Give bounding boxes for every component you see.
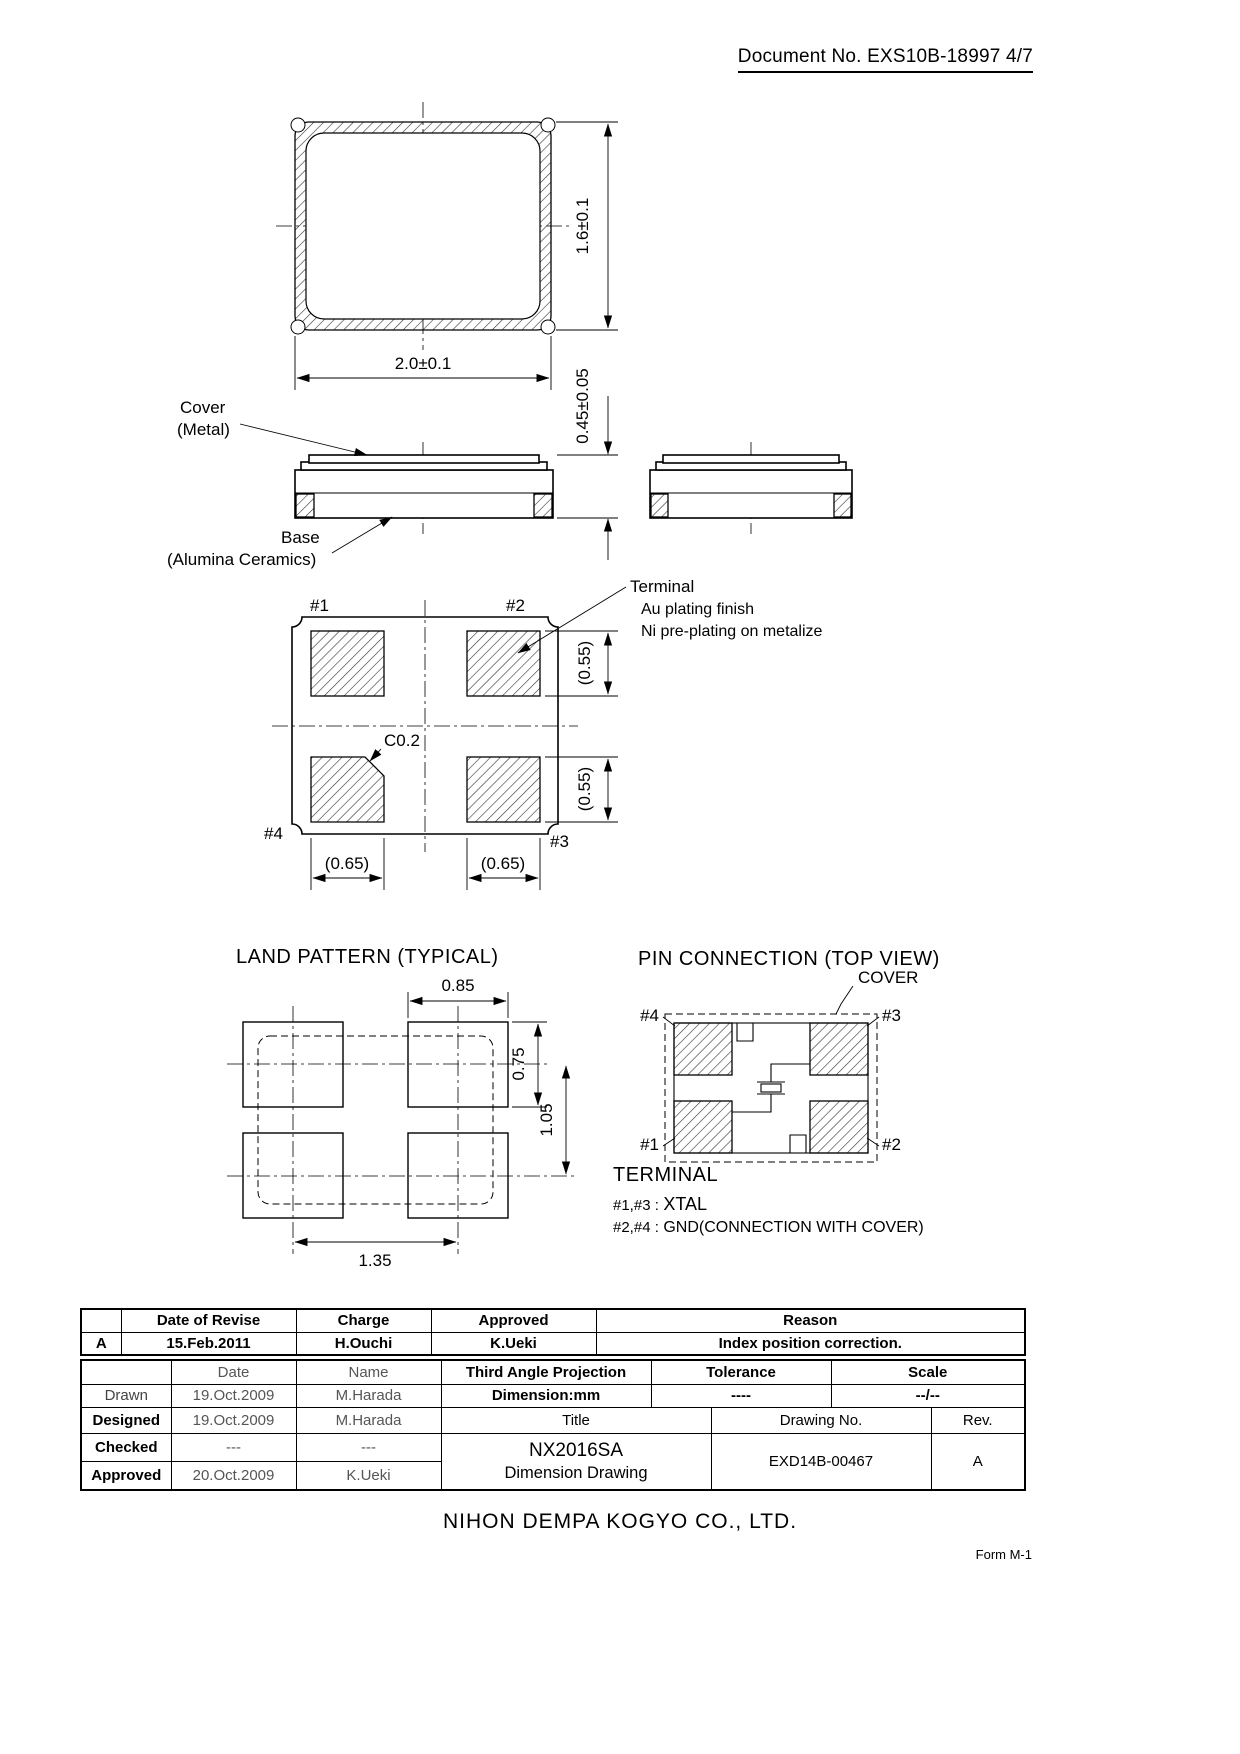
land-pattern-title: LAND PATTERN (TYPICAL) bbox=[236, 946, 499, 968]
dim-pad-width-left: (0.65) bbox=[324, 854, 370, 873]
pin1-label: #1 bbox=[310, 596, 329, 615]
cover-material-label: (Metal) bbox=[177, 420, 230, 439]
charge-header: Charge bbox=[296, 1309, 431, 1332]
cover-label: Cover bbox=[180, 398, 226, 417]
castellation-section bbox=[834, 494, 851, 517]
rev-value: A bbox=[931, 1433, 1025, 1490]
terminal-callout-title: Terminal bbox=[630, 577, 695, 596]
approved-date: 20.Oct.2009 bbox=[171, 1461, 296, 1490]
designed-label: Designed bbox=[81, 1407, 171, 1433]
base-material-label: (Alumina Ceramics) bbox=[167, 550, 317, 569]
revision-reason: Index position correction. bbox=[596, 1332, 1025, 1355]
chamfer-label: C0.2 bbox=[384, 731, 420, 750]
dim-pad-height-bottom: (0.55) bbox=[575, 766, 594, 812]
cover-callout bbox=[177, 398, 367, 455]
dim-land-pad-width: 0.85 bbox=[441, 976, 475, 995]
dim-land-pitch-vertical: 1.05 bbox=[537, 1103, 556, 1137]
leader-line bbox=[518, 587, 626, 653]
terminal-row1-pins: #1,#3 : bbox=[613, 1197, 659, 1214]
base-body bbox=[295, 470, 553, 518]
document-number: Document No. EXS10B-18997 4/7 bbox=[738, 46, 1033, 73]
side-view-front bbox=[295, 442, 553, 534]
pin4-label: #4 bbox=[264, 824, 283, 843]
tolerance-value: ---- bbox=[651, 1384, 831, 1407]
drawn-date: 19.Oct.2009 bbox=[171, 1384, 296, 1407]
drawn-row bbox=[81, 1384, 1025, 1407]
checked-date: --- bbox=[171, 1433, 296, 1461]
terminal-legend-row-2 bbox=[613, 1219, 924, 1237]
leader-line bbox=[240, 424, 367, 455]
terminal-row1-signal: XTAL bbox=[663, 1194, 708, 1214]
date-column-header: Date bbox=[171, 1360, 296, 1384]
pin-connection-title: PIN CONNECTION (TOP VIEW) bbox=[638, 948, 940, 970]
base-callout bbox=[167, 517, 392, 569]
date-of-revise-header: Date of Revise bbox=[121, 1309, 296, 1332]
corner-castellation bbox=[291, 320, 305, 334]
revision-approved: K.Ueki bbox=[431, 1332, 596, 1355]
drawing-no-label: Drawing No. bbox=[711, 1407, 931, 1433]
checked-label: Checked bbox=[81, 1433, 171, 1461]
dim-width-label: 2.0±0.1 bbox=[394, 354, 452, 373]
pin2-label: #2 bbox=[506, 596, 525, 615]
designed-row bbox=[81, 1407, 1025, 1433]
drawn-name: M.Harada bbox=[296, 1384, 441, 1407]
revision-mark: A bbox=[81, 1332, 121, 1355]
revision-charge: H.Ouchi bbox=[296, 1332, 431, 1355]
land-pattern bbox=[227, 976, 578, 1270]
company-name: NIHON DEMPA KOGYO CO., LTD. bbox=[442, 1510, 798, 1533]
thickness-dimension bbox=[557, 368, 618, 560]
dim-pad-height-top: (0.55) bbox=[575, 640, 594, 686]
drawing-number: EXD14B-00467 bbox=[711, 1433, 931, 1490]
revision-mark-header bbox=[81, 1309, 121, 1332]
designed-name: M.Harada bbox=[296, 1407, 441, 1433]
crystal-symbol bbox=[761, 1084, 781, 1092]
dim-thickness-label: 0.45±0.05 bbox=[573, 368, 592, 444]
terminal-note-2: Ni pre-plating on metalize bbox=[641, 623, 823, 640]
corner-castellation bbox=[291, 118, 305, 132]
cover-callout-label: COVER bbox=[858, 968, 919, 987]
xtal-trace bbox=[732, 1094, 771, 1112]
pin4-connection-label: #4 bbox=[640, 1006, 659, 1025]
rev-label: Rev. bbox=[931, 1407, 1025, 1433]
designed-date: 19.Oct.2009 bbox=[171, 1407, 296, 1433]
side-view-right bbox=[650, 442, 852, 534]
pin4-pad bbox=[674, 1023, 732, 1075]
terminal-pad-1 bbox=[311, 631, 384, 696]
reason-header: Reason bbox=[596, 1309, 1025, 1332]
name-column-header: Name bbox=[296, 1360, 441, 1384]
approved-label: Approved bbox=[81, 1461, 171, 1490]
tolerance-header: Tolerance bbox=[651, 1360, 831, 1384]
cover-connection-tab bbox=[790, 1135, 806, 1153]
approved-header: Approved bbox=[431, 1309, 596, 1332]
approved-name: K.Ueki bbox=[296, 1461, 441, 1490]
cover-leader-line bbox=[836, 986, 853, 1014]
terminal-row2-pins: #2,#4 : bbox=[613, 1219, 659, 1236]
form-number: Form M-1 bbox=[975, 1547, 1032, 1562]
terminal-pad-3 bbox=[467, 757, 540, 822]
bottom-view bbox=[264, 577, 823, 890]
revision-table bbox=[80, 1308, 1026, 1356]
terminal-pad-2 bbox=[467, 631, 540, 696]
dim-land-pad-height: 0.75 bbox=[509, 1047, 528, 1081]
terminal-pad-4-chamfered bbox=[311, 757, 384, 822]
xtal-trace bbox=[771, 1064, 810, 1082]
terminal-legend-title: TERMINAL bbox=[613, 1164, 719, 1186]
cover-top bbox=[309, 455, 539, 463]
third-angle-projection-label: Third Angle Projection bbox=[441, 1360, 651, 1384]
product-name: NX2016SA bbox=[528, 1439, 623, 1461]
pin2-connection-label: #2 bbox=[882, 1135, 901, 1154]
pin1-connection-label: #1 bbox=[640, 1135, 659, 1154]
revision-row bbox=[81, 1332, 1025, 1355]
pin1-pad bbox=[674, 1101, 732, 1153]
document-type: Dimension Drawing bbox=[504, 1463, 648, 1482]
pin-connection-view bbox=[640, 968, 918, 1162]
base-label: Base bbox=[281, 528, 320, 547]
pin3-label: #3 bbox=[550, 832, 569, 851]
terminal-row2-signal: GND(CONNECTION WITH COVER) bbox=[663, 1219, 924, 1236]
empty-cell bbox=[81, 1360, 171, 1384]
dimension-unit: Dimension:mm bbox=[441, 1384, 651, 1407]
drawn-label: Drawn bbox=[81, 1384, 171, 1407]
pin3-connection-label: #3 bbox=[882, 1006, 901, 1025]
leader-line bbox=[332, 517, 392, 553]
column-header-row bbox=[81, 1360, 1025, 1384]
cover-connection-tab bbox=[737, 1023, 753, 1041]
pin3-pad bbox=[810, 1023, 868, 1075]
castellation-section bbox=[534, 494, 552, 517]
approval-table bbox=[80, 1359, 1026, 1491]
leader-line bbox=[370, 749, 381, 761]
cover-top bbox=[663, 455, 839, 463]
top-view bbox=[276, 102, 618, 390]
cavity-outline bbox=[306, 133, 540, 319]
dim-pad-width-right: (0.65) bbox=[480, 854, 526, 873]
title-block bbox=[80, 1308, 1026, 1491]
title-label: Title bbox=[441, 1407, 711, 1433]
drawing-title-cell bbox=[441, 1433, 711, 1490]
revision-date: 15.Feb.2011 bbox=[121, 1332, 296, 1355]
terminal-legend bbox=[613, 1164, 924, 1237]
dim-land-pitch-horizontal: 1.35 bbox=[358, 1251, 392, 1270]
checked-name: --- bbox=[296, 1433, 441, 1461]
dim-height-label: 1.6±0.1 bbox=[573, 197, 592, 255]
corner-castellation bbox=[541, 320, 555, 334]
terminal-note-1: Au plating finish bbox=[641, 601, 754, 618]
checked-row bbox=[81, 1433, 1025, 1461]
castellation-section bbox=[651, 494, 668, 517]
revision-header-row bbox=[81, 1309, 1025, 1332]
pin2-pad bbox=[810, 1101, 868, 1153]
terminal-legend-row-1 bbox=[613, 1194, 924, 1215]
base-body bbox=[650, 470, 852, 518]
castellation-section bbox=[296, 494, 314, 517]
scale-value: --/-- bbox=[831, 1384, 1025, 1407]
scale-header: Scale bbox=[831, 1360, 1025, 1384]
corner-castellation bbox=[541, 118, 555, 132]
